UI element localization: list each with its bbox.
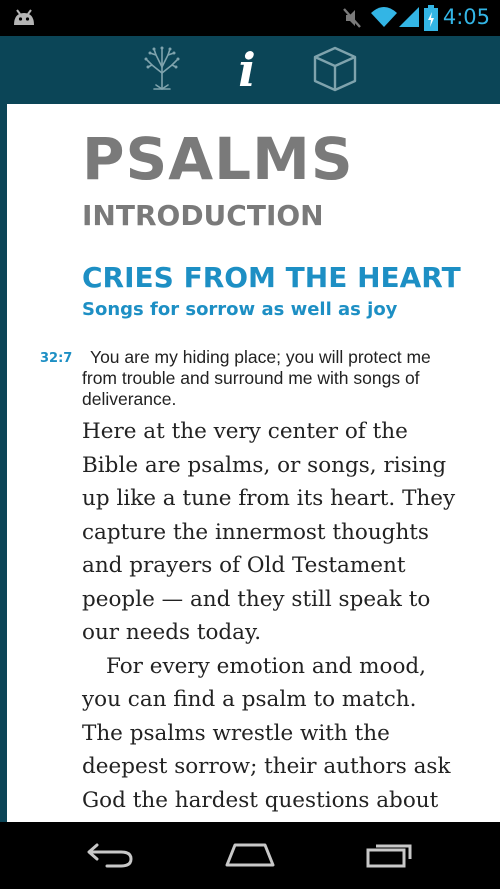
body-paragraph: For every emotion and mood, you can find a psalm to match. The psalms wrestle with the deepest sorrow; their authors ask God the hardest questions about xyxy=(82,653,451,813)
content-frame xyxy=(0,104,500,822)
box-icon xyxy=(310,43,360,97)
mute-icon xyxy=(341,6,363,34)
home-icon xyxy=(223,839,277,873)
body-paragraph: Here at the very center of the Bible are psalms, or songs, rising up like a tune from its heart. They capture the innermost thoughts and prayers of Old Testament people — and they still speak to our needs today. xyxy=(82,419,456,645)
signal-icon xyxy=(398,5,420,33)
box-button[interactable] xyxy=(309,44,361,96)
tree-button[interactable] xyxy=(136,44,188,96)
back-icon xyxy=(85,839,135,873)
intro-body xyxy=(82,415,462,851)
tree-icon xyxy=(138,43,186,97)
section-heading: CRIES FROM THE HEART xyxy=(82,261,461,294)
back-button[interactable] xyxy=(80,838,140,874)
verse-reference-link[interactable]: 32:7 xyxy=(40,351,73,366)
status-bar xyxy=(0,0,500,36)
reading-pane[interactable] xyxy=(7,104,500,822)
android-icon xyxy=(12,7,36,31)
home-button[interactable] xyxy=(220,838,280,874)
battery-icon xyxy=(424,5,438,35)
app-toolbar xyxy=(0,36,500,104)
book-subtitle: INTRODUCTION xyxy=(82,199,324,232)
section-subheading: Songs for sorrow as well as joy xyxy=(82,299,398,320)
info-button[interactable] xyxy=(221,44,273,96)
info-icon: i xyxy=(238,43,256,97)
recents-icon xyxy=(364,839,416,873)
recents-button[interactable] xyxy=(360,838,420,874)
wifi-icon xyxy=(370,5,398,33)
status-clock: 4:05 xyxy=(442,5,490,29)
book-title: PSALMS xyxy=(82,125,354,193)
verse-quote: You are my hiding place; you will protect me from trouble and surround me with songs of deliverance. xyxy=(82,347,431,409)
navigation-bar xyxy=(0,822,500,889)
